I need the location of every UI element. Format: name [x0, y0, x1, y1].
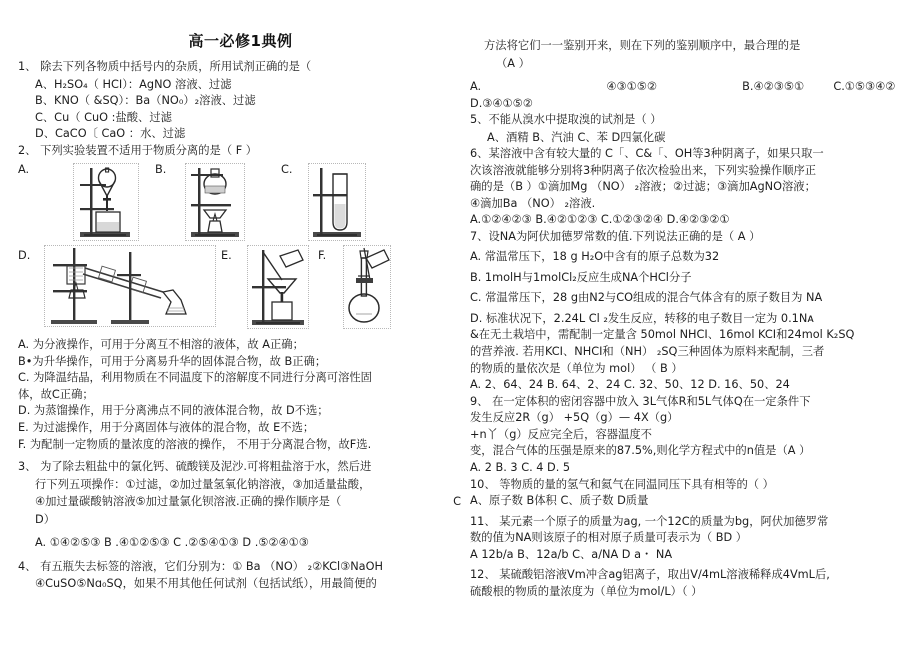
question-6-line-3: 确的是（B ）①滴加Mg （NO） ₂溶液；②过滤；③滴加AgNO溶液；: [470, 180, 816, 194]
question-4-option-a-value: ④③①⑤②: [606, 80, 657, 93]
question-3-stem-line-3-text: ④加过量碳酸钠溶液⑤加过量氯化钡溶液.正确的操作顺序是（: [35, 495, 342, 509]
question-4-options-row: [470, 79, 915, 96]
question-9-line-1: 9、 在一定体积的密闭容器中放入 3L气体R和5L气体Q在一定条件下: [470, 394, 811, 408]
question-9-options: A. 2 B. 3 C. 4 D. 5: [470, 461, 571, 475]
question-3-stem-line-1: 3、 为了除去粗盐中的氯化钙、硫酸镁及泥沙.可将粗盐溶于水，然后进: [18, 460, 372, 474]
question-5-stem: 5、不能从溴水中提取溴的试剂是（ ）: [470, 113, 662, 126]
question-7-stem: 7、设NA为阿伏加德罗常数的值.下列说法正确的是（ A ）: [470, 229, 761, 243]
question-4-option-c: C.①⑤③④②: [833, 80, 896, 93]
question-2-explanation-a: A. 为分液操作，可用于分离互不相溶的液体，故 A正确；: [18, 338, 304, 351]
question-6-line-2: 次该溶液就能够分别将3种阴离子依次检验出来，下列实验操作顺序正: [470, 163, 817, 177]
figure-label-c: C.: [281, 163, 293, 176]
question-2-explanation-d: D. 为蒸馏操作，用于分离沸点不同的液体混合物，故 D不选；: [18, 404, 329, 418]
question-7-option-a: A. 常温常压下，18 g H₂O中含有的原子总数为32: [470, 250, 720, 264]
question-4-option-b: B.④②③⑤①: [742, 80, 805, 93]
question-4-cont-line-2: （A ）: [496, 56, 530, 70]
question-11-line-2: 数的值为NA则该原子的相对原子质量可表示为（ BD ）: [470, 531, 748, 545]
question-3-stem-line-3: [18, 494, 463, 511]
question-4-line-2: ④CuSO⑤Nɑ₀SQ，如果不用其他任何试剂（包括试纸），用最简便的: [35, 577, 377, 591]
question-4-option-d: D.③④①⑤②: [470, 96, 533, 110]
figure-label-b: B.: [155, 163, 167, 176]
question-2-explanation-b: B•为升华操作，可用于分离易升华的固体混合物，故 B正确；: [18, 354, 327, 368]
question-10-stem: 10、 等物质的量的氢气和氦气在同温同压下具有相等的（ ）: [470, 477, 774, 491]
question-6-line-4: ④滴加Ba （NO） ₂溶液.: [470, 196, 596, 210]
filtration-funnel-apparatus: [247, 245, 309, 329]
question-1-option-d: D、CaCO〔 CaO ：水、过滤: [35, 127, 186, 140]
question-2-explanation-c2: 体，故C正确；: [18, 387, 94, 401]
question-12-line-1: 12、 某硫酸铝溶液Vm冲含ag铝离子，取出V/4mL溶液稀释成4VmL后,: [470, 568, 830, 582]
question-3-options: A. ①④②⑤③ B .④①②⑤③ C .②⑤④①③ D .⑤②④①③: [35, 536, 309, 550]
figure-label-a: A.: [18, 163, 30, 176]
question-8-line-2: 的营养液. 若用KCI、NHCI和（NH） ₂SQ三种固体为原料来配制，三者: [470, 344, 825, 358]
question-11-line-1: 11、 某元素一个原子的质量为ag, 一个12C的质量为bg，阿伏加德罗常: [470, 514, 829, 528]
question-7-option-d: D. 标准状况下，2.24L Cl ₂发生反应，转移的电子数目一定为 0.1Nᴀ: [470, 311, 814, 325]
sublimation-apparatus: [185, 163, 245, 241]
question-9-line-3: +n丫（g）反应完全后，容器温度不: [470, 427, 652, 441]
figure-label-d: D.: [18, 249, 31, 262]
question-4-line-1: 4、 有五瓶失去标签的溶液，它们分别为：① Ba （NO） ₂②KCl③NaOH: [18, 559, 383, 573]
page-title: 高一必修1典例: [188, 32, 293, 50]
question-1-stem: 1、 除去下列各物质中括号内的杂质，所用试剂正确的是（: [18, 60, 312, 73]
question-3-stem-line-2: 行下列五项操作：①过滤，②加过量氢氧化钠溶液，③加适量盐酸，: [35, 477, 371, 491]
question-8-line-1: &在无土栽培中，需配制一定量含 50mol NHCI、16mol KCI和24mol K₂SQ: [470, 328, 855, 342]
question-1-option-a: A、H₂SO₄（ HCI）：AgNO 溶液、过滤: [35, 77, 232, 91]
question-1-option-c: C、Cu（ CuO :盐酸、过滤: [35, 110, 172, 124]
question-3-stem-line-4: D）: [35, 512, 55, 526]
apparatus-figure-group: [18, 161, 463, 337]
question-5-options: A、酒精 B、汽油 C、苯 D四氯化碳: [487, 130, 666, 144]
question-9-line-4: 变，混合气体的压强是原来的87.5%,则化学方程式中的n值是（A ）: [470, 444, 811, 458]
question-6-line-1: 6、某溶液中含有较大量的 C「、C&「、OH等3种阴离子，如果只取一: [470, 147, 824, 160]
question-2-explanation-f: F. 为配制一定物质的量浓度的溶液的操作， 不用于分离混合物，故F选.: [18, 437, 372, 451]
question-9-line-2: 发生反应2R（g） +5Q（g）— 4X（g）: [470, 411, 679, 425]
question-2-explanation-e: E. 为过滤操作，用于分离固体与液体的混合物，故 E不选；: [18, 420, 315, 434]
question-7-option-c: C. 常温常压下，28 g由N2与CO组成的混合气体含有的原子数目为 NA: [470, 291, 823, 305]
figure-label-f: F.: [318, 249, 327, 262]
question-7-option-b: B. 1molH与1molCl₂反应生成NA个HCl分子: [470, 270, 692, 284]
right-column: [470, 0, 915, 650]
question-8-line-3: 的物质的量依次是（单位为 mol） （ B ）: [470, 361, 683, 375]
question-8-options: A. 2、64、24 B. 64、2、24 C. 32、50、12 D. 16、50、24: [470, 378, 790, 392]
left-column: [18, 0, 463, 650]
question-2-explanation-c: C. 为降温结晶，利用物质在不同温度下的溶解度不同进行分离可溶性固: [18, 371, 372, 385]
question-4-option-a-label: A.: [470, 80, 482, 93]
question-10-options: A、原子数 B体积 C、质子数 D质量: [470, 494, 649, 508]
distillation-apparatus: [44, 245, 216, 327]
question-3-answer: C: [453, 495, 461, 509]
question-4-cont-line-1: 方法将它们一一鉴别开来，则在下列的鉴别顺序中，最合理的是: [484, 39, 801, 52]
separating-funnel-apparatus: [73, 163, 139, 241]
question-1-option-b: B、KNO（ &SQ）：Ba（NO₀）₂溶液、过滤: [35, 94, 256, 107]
question-2-stem: 2、 下列实验装置不适用于物质分离的是（ F ）: [18, 143, 258, 157]
question-11-options: A 12b/a B、12a/b C、a/NA D a・ NA: [470, 547, 673, 561]
test-tube-crystallization-apparatus: [308, 163, 366, 241]
volumetric-flask-apparatus: [343, 245, 391, 329]
question-6-options: A.①②④②③ B.④②①②③ C.①②③②④ D.④②③②①: [470, 213, 730, 227]
figure-label-e: E.: [221, 249, 232, 262]
question-12-line-2: 硫酸根的物质的量浓度为（单位为mol/L）（ ）: [470, 584, 703, 598]
